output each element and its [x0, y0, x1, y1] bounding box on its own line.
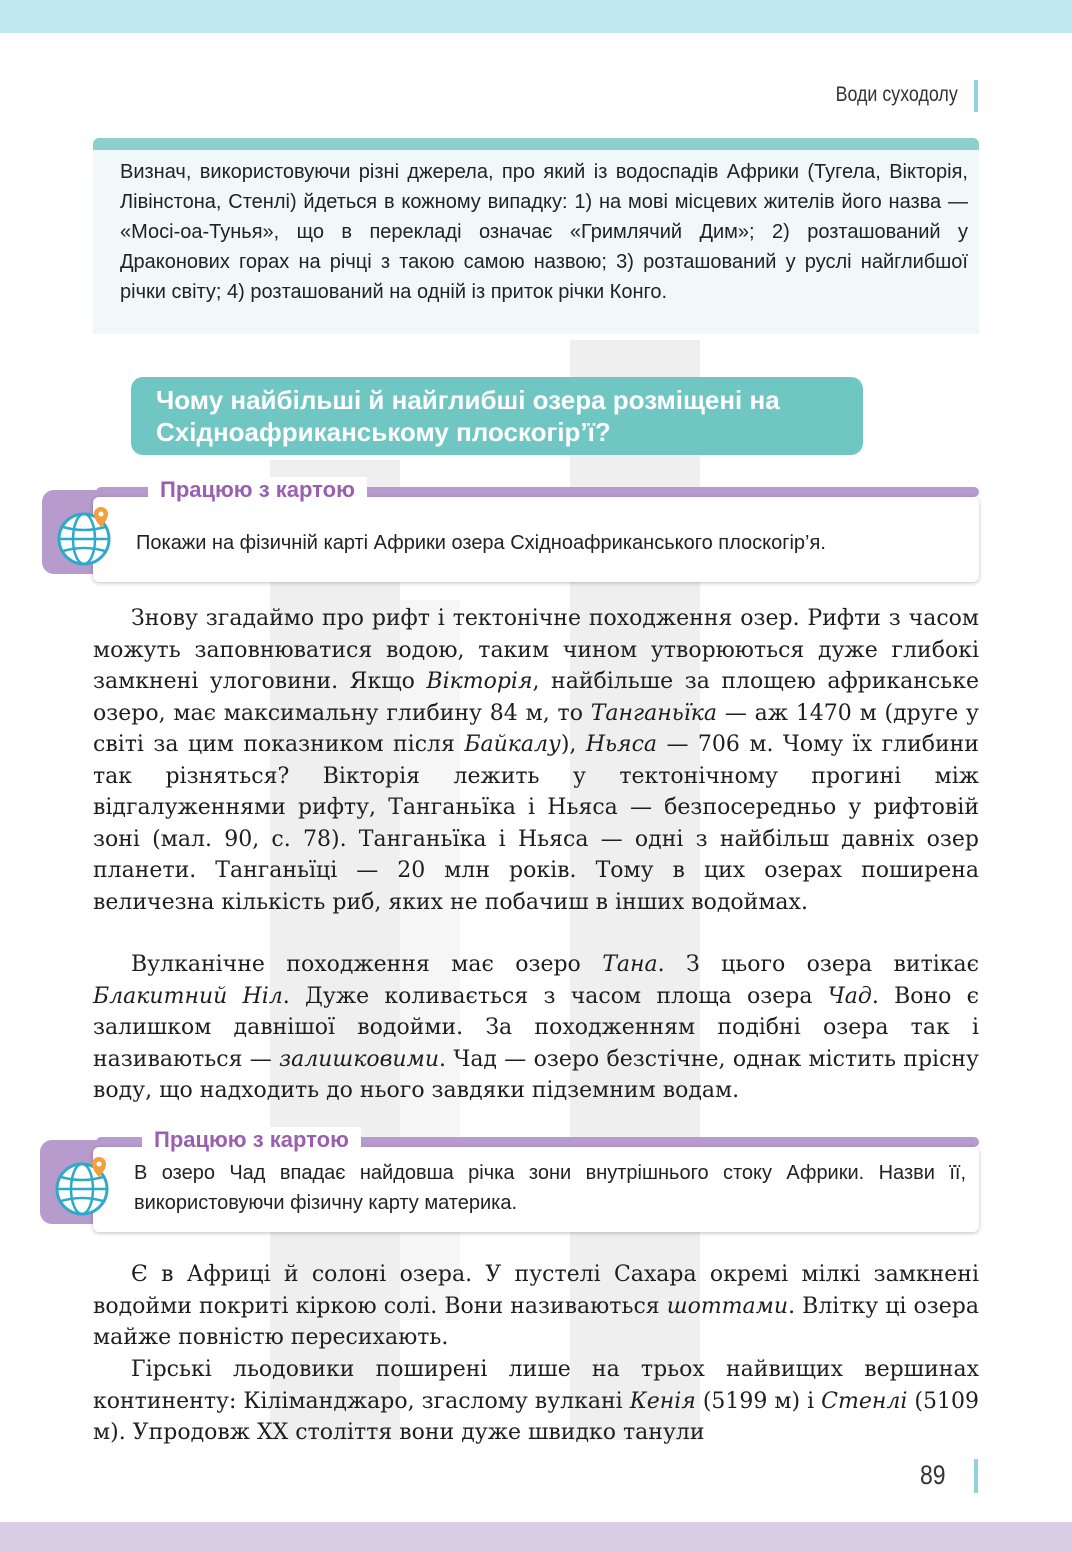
- globe-pin-icon: [54, 505, 116, 567]
- map-work-label: Працюю з картою: [142, 1127, 361, 1153]
- paragraph: Є в Африці й солоні озера. У пустелі Сахара окремі мілкі замкнені водойми покриті кіркою солі. Вони називаються шоттами. Влітку ці озера майже повністю пересихають.: [93, 1262, 980, 1350]
- page-number-accent-bar: [974, 1459, 978, 1493]
- paragraph: Гірські льодовики поширені лише на трьох найвищих вершинах континенту: Кіліманджаро, згаслому вулкані Кенія (5199 м) і Стенлі (5109 м). Упродовж XX століття вони дуже швидко танули: [93, 1357, 979, 1445]
- map-work-text: Покажи на фізичній карті Африки озера Східноафриканського плоскогір’я.: [136, 532, 826, 554]
- paragraph: Знову згадаймо про рифт і тектонічне походження озер. Рифти з часом можуть заповнюватися водою, таким чином утворюються дуже глибокі замкнені улоговини. Якщо Вікторія, найбільше за площею африканське озеро, має максимальну глибину 84 м, то Танганьїка — аж 1470 м (друге у світі за цим показником після Байкалу), Ньяса — 706 м. Чому їх глибини так різняться? Вікторія лежить у тектонічному прогині між відгалуженнями рифту, Танганьїка і Ньяса — безпосередньо у рифтовій зоні (мал. 90, с. 78). Танганьїка і Ньяса — одні з найбільш давніх озер планети. Танганьїці — 20 млн років. Тому в цих озерах поширена величезна кількість риб, яких не побачиш в інших водоймах.: [93, 606, 980, 915]
- paragraph: Вулканічне походження має озеро Тана. З цього озера витікає Блакитний Ніл. Дуже коливається з часом площа озера Чад. Воно є залишком давнішої водойми. За походженням подібні озера так і називаються — залишковими. Чад — озеро безстічне, однак містить прісну воду, що надходить до нього завдяки підземним водам.: [93, 952, 980, 1103]
- question-heading: Чому найбільші й найглибші озера розміщені на Східноафриканському плоскогір’ї?: [156, 385, 780, 447]
- task-text: Визнач, використовуючи різні джерела, про який із водоспадів Африки (Тугела, Вікторія, Лівінстона, Стенлі) йдеться в кожному випадку: 1) на мові місцевих жителів його назва — «Мосі-оа-Тунья», що в перекладі означає «Гримлячий Дим»; 2) розташований у Драконових горах на річці з такою самою назвою; 3) розташований у руслі найглибшої річки світу; 4) розташований на одній із приток річки Конго.: [120, 161, 968, 303]
- section-title: Води суходолу: [835, 83, 958, 106]
- bottom-decor-strip: [0, 1522, 1072, 1552]
- map-work-text: В озеро Чад впадає найдовша річка зони внутрішнього стоку Африки. Назви її, використовуючи фізичну карту материка.: [134, 1162, 966, 1214]
- header-accent-bar: [974, 80, 978, 112]
- map-work-label: Працюю з картою: [148, 477, 367, 503]
- top-decor-strip: [0, 0, 1072, 33]
- page-number: 89: [920, 1460, 946, 1490]
- globe-pin-icon: [52, 1155, 114, 1217]
